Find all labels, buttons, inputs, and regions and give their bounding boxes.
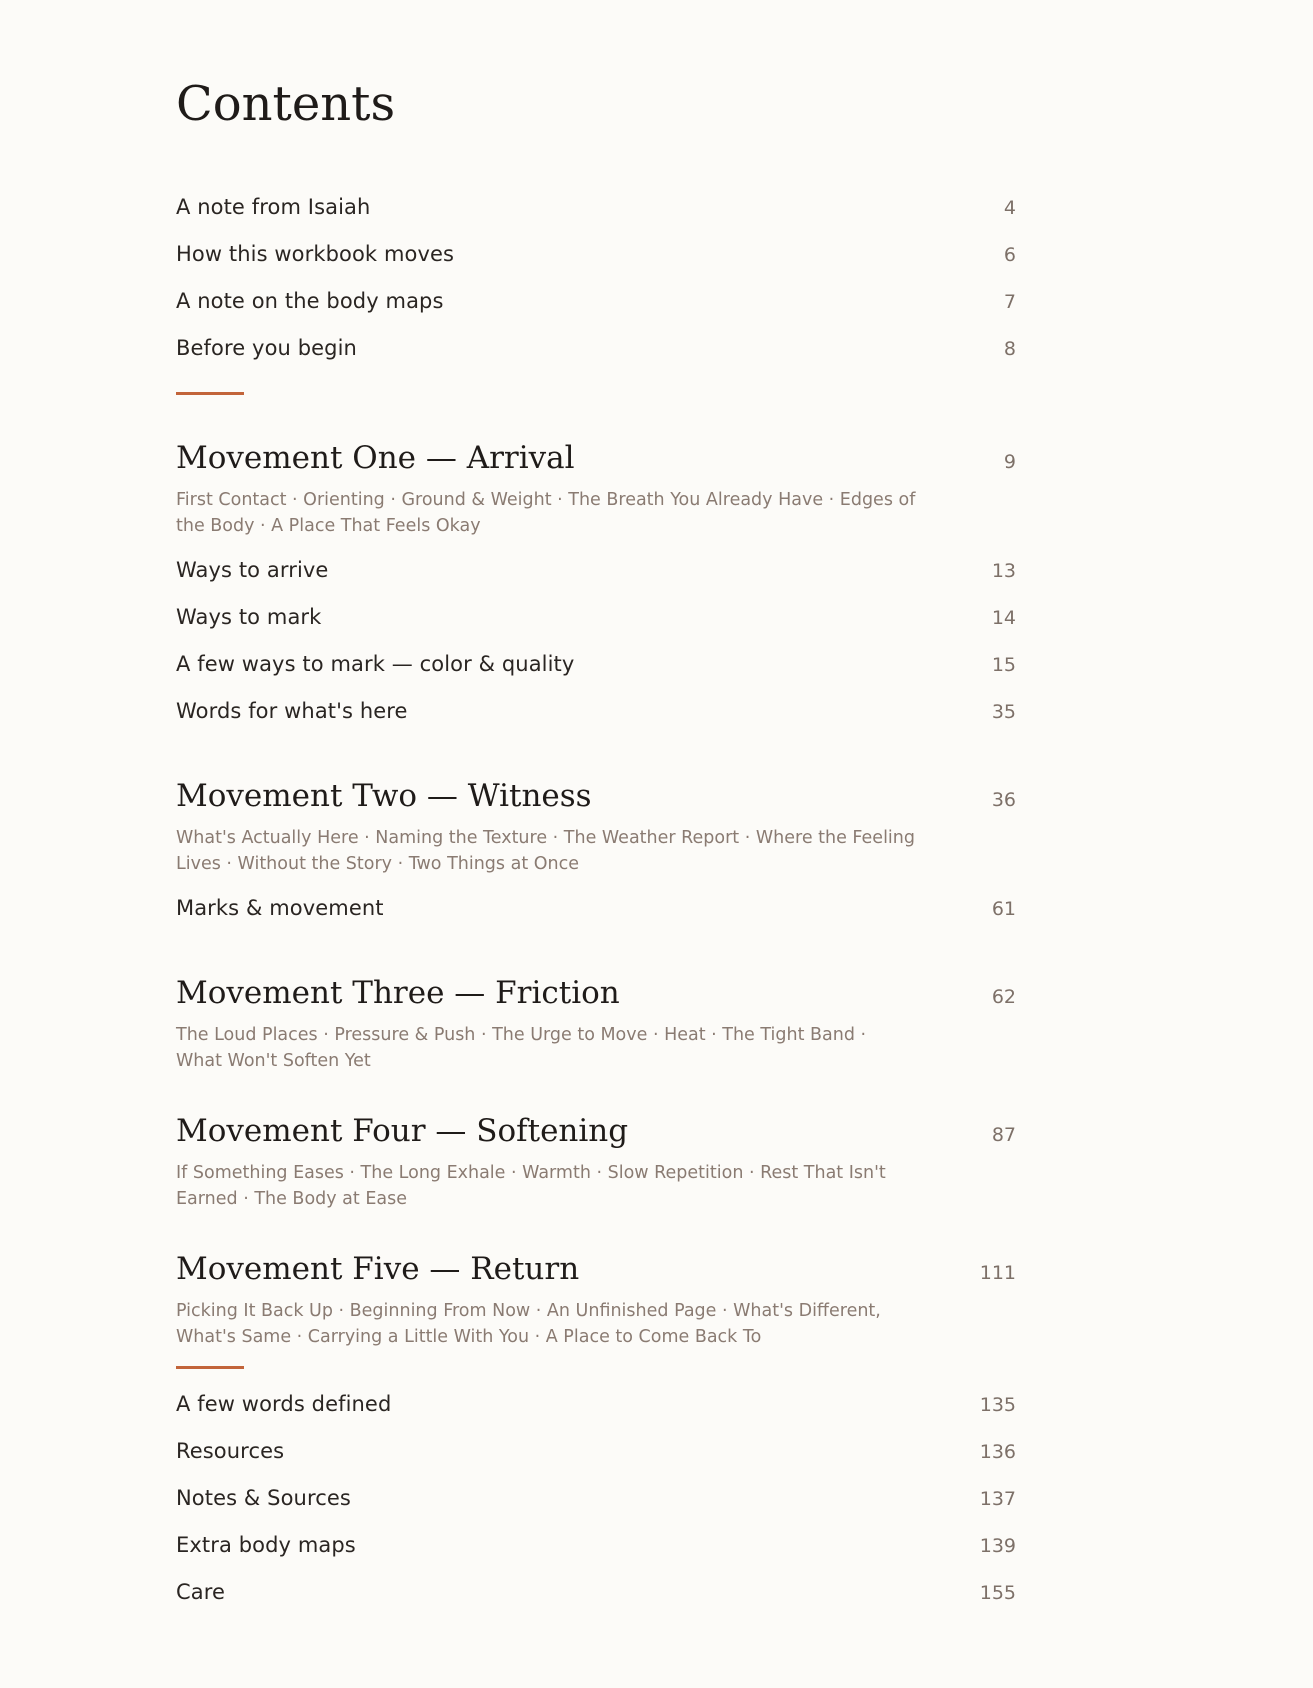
toc-entry-label: Notes & Sources	[176, 1486, 351, 1510]
movement-page: 36	[991, 789, 1016, 811]
toc-entry-page: 155	[979, 1582, 1016, 1604]
page-title: Contents	[176, 76, 396, 132]
toc-entry-page: 136	[979, 1441, 1016, 1463]
toc-entry[interactable]	[176, 1475, 1016, 1522]
toc-entry[interactable]	[176, 1569, 1016, 1616]
toc-entry-page: 61	[991, 898, 1016, 920]
toc-entry-page: 135	[979, 1394, 1016, 1416]
movement-sections: If Something Eases · The Long Exhale · Warmth · Slow Repetition · Rest That Isn't Earned · The Body at Ease	[176, 1163, 886, 1209]
movement-heading[interactable]	[176, 1246, 1016, 1292]
movement-one	[176, 435, 1016, 735]
toc-entry[interactable]	[176, 1381, 1016, 1428]
toc-entry-label: Care	[176, 1580, 226, 1604]
toc-entry[interactable]	[176, 641, 1016, 688]
movement-page: 9	[1003, 451, 1016, 473]
toc-entry-page: 13	[991, 560, 1016, 582]
toc-entry[interactable]	[176, 594, 1016, 641]
movement-sections: The Loud Places · Pressure & Push · The Urge to Move · Heat · The Tight Band · What Won't Soften Yet	[176, 1025, 867, 1071]
movement-three	[176, 970, 1016, 1074]
movement-title: Movement Three — Friction	[176, 975, 620, 1011]
toc-entry-label: Words for what's here	[176, 699, 408, 723]
movement-page: 62	[991, 986, 1016, 1008]
movement-heading[interactable]	[176, 773, 1016, 819]
toc-entry[interactable]	[176, 688, 1016, 735]
toc-entry-page: 14	[991, 607, 1016, 629]
movement-four	[176, 1108, 1016, 1212]
toc-entry[interactable]	[176, 325, 1016, 372]
toc-entry-label: How this workbook moves	[176, 242, 455, 266]
section-divider	[176, 1366, 244, 1369]
movement-page: 87	[991, 1124, 1016, 1146]
toc-entry[interactable]	[176, 184, 1016, 231]
toc-entry-label: Resources	[176, 1439, 285, 1463]
toc-entry-page: 4	[1003, 197, 1016, 219]
movement-two	[176, 773, 1016, 932]
movement-title: Movement Four — Softening	[176, 1113, 629, 1149]
movement-sections: Picking It Back Up · Beginning From Now · An Unfinished Page · What's Different, What's Same · Carrying a Little With You · A Place to Come Back To	[176, 1301, 881, 1347]
toc-entry-label: Extra body maps	[176, 1533, 356, 1557]
movement-sections: What's Actually Here · Naming the Texture · The Weather Report · Where the Feeling Lives · Without the Story · Two Things at Once	[176, 828, 915, 874]
toc-entry[interactable]	[176, 885, 1016, 932]
movement-title: Movement Five — Return	[176, 1251, 580, 1287]
toc-entry-label: A few ways to mark — color & quality	[176, 652, 575, 676]
movement-sections: First Contact · Orienting · Ground & Weight · The Breath You Already Have · Edges of the Body · A Place That Feels Okay	[176, 490, 916, 536]
movement-title: Movement Two — Witness	[176, 778, 592, 814]
toc-entry[interactable]	[176, 1522, 1016, 1569]
toc-entry[interactable]	[176, 231, 1016, 278]
toc-entry-page: 7	[1003, 291, 1016, 313]
toc-entry-page: 139	[979, 1535, 1016, 1557]
toc-entry-label: Marks & movement	[176, 896, 384, 920]
back-matter-list	[176, 1381, 1016, 1616]
toc-entry[interactable]	[176, 547, 1016, 594]
toc-entry-label: A note from Isaiah	[176, 195, 371, 219]
movement-heading[interactable]	[176, 970, 1016, 1016]
movement-five	[176, 1246, 1016, 1350]
movement-page: 111	[979, 1262, 1016, 1284]
section-divider	[176, 392, 244, 395]
toc-entry-label: Ways to mark	[176, 605, 322, 629]
movement-heading[interactable]	[176, 1108, 1016, 1154]
toc-entry-label: Ways to arrive	[176, 558, 329, 582]
front-matter-list	[176, 184, 1016, 372]
toc-entry-label: Before you begin	[176, 336, 357, 360]
toc-entry-page: 35	[991, 701, 1016, 723]
movement-heading[interactable]	[176, 435, 1016, 481]
toc-entry[interactable]	[176, 1428, 1016, 1475]
toc-entry-page: 15	[991, 654, 1016, 676]
contents-page	[176, 72, 1016, 1616]
toc-entry-page: 8	[1003, 338, 1016, 360]
movement-title: Movement One — Arrival	[176, 440, 575, 476]
toc-entry-page: 6	[1003, 244, 1016, 266]
toc-entry-page: 137	[979, 1488, 1016, 1510]
toc-entry-label: A note on the body maps	[176, 289, 444, 313]
toc-entry-label: A few words defined	[176, 1392, 392, 1416]
toc-entry[interactable]	[176, 278, 1016, 325]
